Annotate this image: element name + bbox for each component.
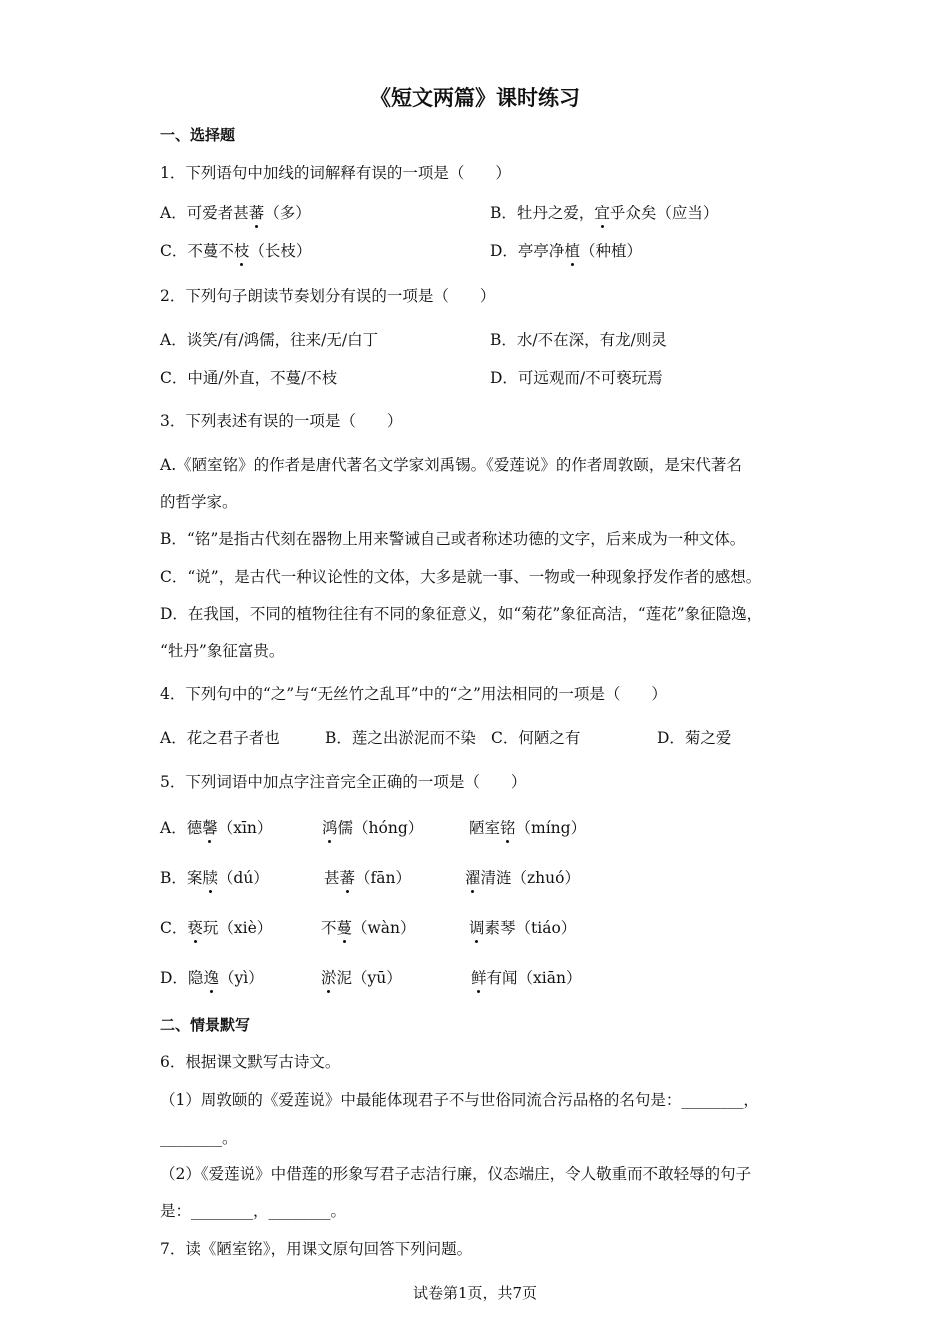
q2-option-a: A．谈笑/有/鸿儒，往来/无/白丁 <box>160 331 379 349</box>
q5-row-b-item2: 甚蕃（fān） <box>324 869 411 887</box>
q6-stem: 6．根据课文默写古诗文。 <box>160 1053 341 1071</box>
q2-stem: 2．下列句子朗读节奏划分有误的一项是（ ） <box>160 287 496 305</box>
q6-part2-line1: （2）《爱莲说》中借莲的形象写君子志洁行廉，仪态端庄，令人敬重而不敢轻辱的句子 <box>160 1165 752 1183</box>
q3-option-d-line1: D．在我国，不同的植物往往有不同的象征意义，如“菊花”象征高洁，“莲花”象征隐逸， <box>160 605 763 623</box>
q3-option-c: C．“说”，是古代一种议论性的文体，大多是就一事、一物或一种现象抒发作者的感想。 <box>160 568 762 586</box>
q4-option-d: D．菊之爱 <box>657 729 732 747</box>
q3-option-d-line2: “牡丹”象征富贵。 <box>160 642 285 660</box>
q3-stem: 3．下列表述有误的一项是（ ） <box>160 412 403 430</box>
q6-part1-line1: （1）周敦颐的《爱莲说》中最能体现君子不与世俗同流合污品格的名句是：________， <box>160 1091 759 1109</box>
page-footer: 试卷第1页，共7页 <box>412 1284 538 1302</box>
q3-option-a-line2: 的哲学家。 <box>160 493 238 511</box>
q1-option-a: A．可爱者甚蕃（多） <box>160 204 311 222</box>
q4-option-a: A．花之君子者也 <box>160 729 280 747</box>
q5-row-b-item3: 濯清涟（zhuó） <box>465 869 580 887</box>
q2-option-c: C．中通/外直，不蔓/不枝 <box>160 369 338 387</box>
q6-part1-line2: ________。 <box>160 1129 238 1147</box>
q1-option-c: C．不蔓不枝（长枝） <box>160 242 312 260</box>
q2-option-d: D．可远观而/不可亵玩焉 <box>490 369 663 387</box>
q4-stem: 4．下列句中的“之”与“无丝竹之乱耳”中的“之”用法相同的一项是（ ） <box>160 685 667 703</box>
q1-stem: 1．下列语句中加线的词解释有误的一项是（ ） <box>160 164 511 182</box>
section-heading-recitation: 二、情景默写 <box>160 1016 251 1034</box>
q5-row-d-item1: D．隐逸（yì） <box>160 969 264 987</box>
q5-row-d-item2: 淤泥（yū） <box>321 969 402 987</box>
q5-row-d-item3: 鲜有闻（xiān） <box>471 969 582 987</box>
q6-part2-line2: 是：________，________。 <box>160 1202 347 1220</box>
q5-row-c-item1: C．亵玩（xiè） <box>160 919 273 937</box>
q5-row-a-item2: 鸿儒（hóng） <box>322 819 424 837</box>
q7-stem: 7．读《陋室铭》，用课文原句回答下列问题。 <box>160 1240 473 1258</box>
q5-row-b-item1: B．案牍（dú） <box>160 869 269 887</box>
page-title: 《短文两篇》课时练习 <box>370 86 580 110</box>
q5-row-a-item3: 陋室铭（míng） <box>469 819 587 837</box>
q1-option-d: D．亭亭净植（种植） <box>490 242 642 260</box>
q4-option-b: B．莲之出淤泥而不染 <box>325 729 476 747</box>
q5-row-a-item1: A．德馨（xīn） <box>160 819 273 837</box>
q1-option-b: B．牡丹之爱，宜乎众矣（应当） <box>490 204 719 222</box>
q2-option-b: B．水/不在深，有龙/则灵 <box>490 331 667 349</box>
q5-row-c-item3: 调素琴（tiáo） <box>469 919 577 937</box>
q3-option-b: B．“铭”是指古代刻在器物上用来警诫自己或者称述功德的文字，后来成为一种文体。 <box>160 530 746 548</box>
q4-option-c: C．何陋之有 <box>491 729 581 747</box>
q5-row-c-item2: 不蔓（wàn） <box>321 919 416 937</box>
q5-stem: 5．下列词语中加点字注音完全正确的一项是（ ） <box>160 773 527 791</box>
section-heading-choice: 一、选择题 <box>160 126 236 144</box>
q3-option-a-line1: A.《陋室铭》的作者是唐代著名文学家刘禹锡。《爱莲说》的作者周敦颐，是宋代著名 <box>160 456 742 474</box>
